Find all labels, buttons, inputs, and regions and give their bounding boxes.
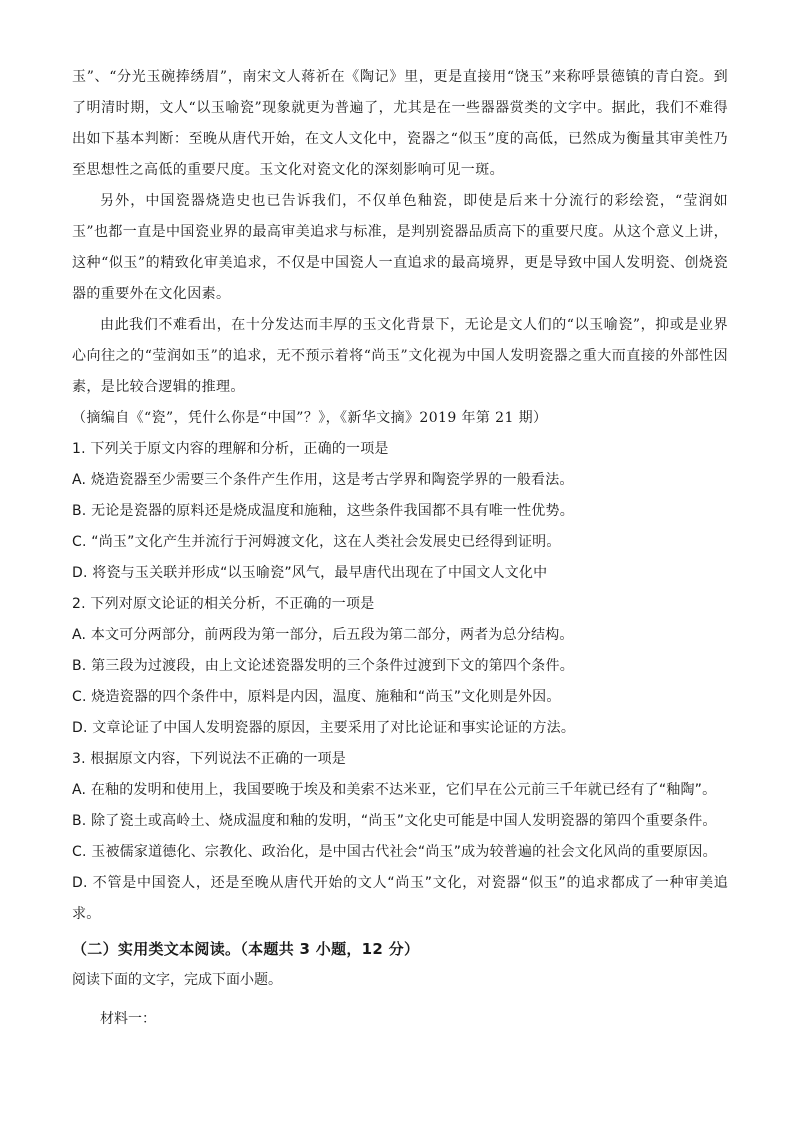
reading-passage [72, 62, 728, 434]
question-option: B. 除了瓷土或高岭土、烧成温度和釉的发明，“尚玉”文化史可能是中国人发明瓷器的第四个重要条件。 [72, 813, 717, 829]
question-option: C. “尚玉”文化产生并流行于河姆渡文化，这在人类社会发展史已经得到证明。 [72, 534, 561, 550]
passage-paragraph-1: 玉”、“分光玉碗捧绣眉”，南宋文人蒋祈在《陶记》里，更是直接用“饶玉”来称呼景德镇的青白瓷。到了明清时期，文人“以玉喻瓷”现象就更为普遍了，尤其是在一些器器赏类的文字中。据此，我们不难得出如下基本判断：至晚从唐代开始，在文人文化中，瓷器之“似玉”度的高低，已然成为衡量其审美性乃至思想性之高低的重要尺度。玉文化对瓷文化的深刻影响可见一斑。 [72, 69, 728, 178]
passage-paragraph-2: 另外，中国瓷器烧造史也已告诉我们，不仅单色釉瓷，即使是后来十分流行的彩绘瓷，“莹润如玉”也都一直是中国瓷业界的最高审美追求与标准，是判别瓷器品质高下的重要尺度。从这个意义上讲，这种“似玉”的精致化审美追求，不仅是中国瓷人一直追求的最高境界，更是导致中国人发明瓷、创烧瓷器的重要外在文化因素。 [72, 193, 728, 302]
question-option: C. 烧造瓷器的四个条件中，原料是内因，温度、施釉和“尚玉”文化则是外因。 [72, 689, 561, 705]
question-option: B. 无论是瓷器的原料还是烧成温度和施釉，这些条件我国都不具有唯一性优势。 [72, 503, 574, 519]
question-stem: 2. 下列对原文论证的相关分析，不正确的一项是 [72, 596, 375, 612]
question-option: A. 在釉的发明和使用上，我国要晚于埃及和美索不达米亚，它们早在公元前三千年就已经有了“釉陶”。 [72, 782, 717, 798]
question-option: D. 将瓷与玉关联并形成“以玉喻瓷”风气，最早唐代出现在了中国文人文化中 [72, 565, 548, 581]
material-label: 材料一： [100, 1011, 156, 1027]
question-option: C. 玉被儒家道德化、宗教化、政治化，是中国古代社会“尚玉”成为较普遍的社会文化风尚的重要原因。 [72, 844, 717, 860]
question-stem: 3. 根据原文内容，下列说法不正确的一项是 [72, 751, 347, 767]
question-stem: 1. 下列关于原文内容的理解和分析，正确的一项是 [72, 441, 389, 457]
passage-source: （摘编自《“瓷”，凭什么你是“中国”？》，《新华文摘》2019 年第 21 期） [72, 410, 548, 426]
question-option: B. 第三段为过渡段，由上文论述瓷器发明的三个条件过渡到下文的第四个条件。 [72, 658, 574, 674]
question-option: A. 本文可分两部分，前两段为第一部分，后五段为第二部分，两者为总分结构。 [72, 627, 574, 643]
question-option: D. 不管是中国瓷人，还是至晚从唐代开始的文人“尚玉”文化，对瓷器“似玉”的追求都成了一种审美追求。 [72, 875, 728, 922]
question-option: A. 烧造瓷器至少需要三个条件产生作用，这是考古学界和陶瓷学界的一般看法。 [72, 472, 574, 488]
exam-page [72, 62, 728, 1035]
section-heading: （二）实用类文本阅读。（本题共 3 小题，12 分） [72, 940, 420, 958]
question-1 [72, 434, 728, 589]
question-3 [72, 744, 728, 930]
section-instruction: 阅读下面的文字，完成下面小题。 [72, 972, 282, 988]
question-list [72, 434, 728, 930]
question-option: D. 文章论证了中国人发明瓷器的原因，主要采用了对比论证和事实论证的方法。 [72, 720, 576, 736]
question-2 [72, 589, 728, 744]
passage-paragraph-3: 由此我们不难看出，在十分发达而丰厚的玉文化背景下，无论是文人们的“以玉喻瓷”，抑或是业界心向往之的“莹润如玉”的追求，无不预示着将“尚玉”文化视为中国人发明瓷器之重大而直接的外部性因素，是比较合逻辑的推理。 [72, 317, 728, 395]
